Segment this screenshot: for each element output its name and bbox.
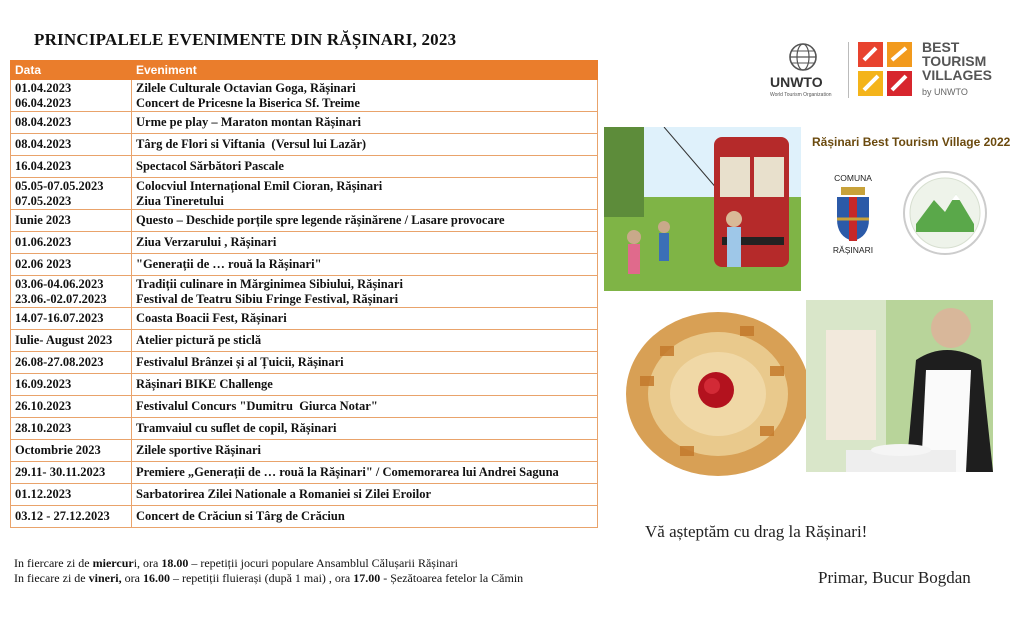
event-date: 29.11- 30.11.2023 — [11, 462, 132, 484]
table-row — [11, 178, 598, 210]
event-date: Iunie 2023 — [11, 210, 132, 232]
table-row — [11, 80, 598, 112]
table-row — [11, 418, 598, 440]
event-date: 03.06-04.06.2023 23.06.-02.07.2023 — [11, 276, 132, 308]
table-row — [11, 330, 598, 352]
event-date: Iulie- August 2023 — [11, 330, 132, 352]
mayor-signature: Primar, Bucur Bogdan — [818, 568, 971, 587]
event-date: 14.07-16.07.2023 — [11, 308, 132, 330]
event-date: 28.10.2023 — [11, 418, 132, 440]
table-row — [11, 396, 598, 418]
event-name: Tramvaiul cu suflet de copil, Rășinari — [132, 418, 598, 440]
table-row — [11, 112, 598, 134]
event-name: Festivalul Brânzei și al Țuicii, Rășinari — [132, 352, 598, 374]
table-row — [11, 134, 598, 156]
comuna-crest: COMUNA RĂȘINARI — [832, 173, 874, 255]
event-date: 01.06.2023 — [11, 232, 132, 254]
events-table — [10, 60, 598, 528]
event-name: Ziua Verzarului , Rășinari — [132, 232, 598, 254]
event-name: Questo – Deschide porțile spre legende rășinărene / Lasare provocare — [132, 210, 598, 232]
table-row — [11, 276, 598, 308]
table-row — [11, 156, 598, 178]
unwto-subtitle: World Tourism Organization — [770, 92, 832, 98]
table-row — [11, 232, 598, 254]
event-name: Concert de Crăciun si Târg de Crăciun — [132, 506, 598, 528]
note-line-1: In fiercare zi de miercuri, ora 18.00 – repetiții jocuri populare Ansamblul Călușarii Rășinari — [14, 556, 458, 570]
table-row — [11, 308, 598, 330]
event-name: Zilele sportive Rășinari — [132, 440, 598, 462]
event-date: 16.09.2023 — [11, 374, 132, 396]
best-tourism-villages-logo — [856, 40, 914, 98]
globe-icon — [788, 42, 818, 72]
event-date: 03.12 - 27.12.2023 — [11, 506, 132, 528]
btv-by-unwto: by UNWTO — [922, 87, 968, 97]
event-date: 01.04.2023 06.04.2023 — [11, 80, 132, 112]
event-name: Premiere „Generații de … rouă la Rășinari" / Comemorarea lui Andrei Saguna — [132, 462, 598, 484]
event-name: "Generații de … rouă la Rășinari" — [132, 254, 598, 276]
event-name: Festivalul Concurs "Dumitru Giurca Notar" — [132, 396, 598, 418]
event-name: Colocviul Internațional Emil Cioran, Rășinari Ziua Tineretului — [132, 178, 598, 210]
event-date: 05.05-07.05.2023 07.05.2023 — [11, 178, 132, 210]
table-row — [11, 374, 598, 396]
table-header-row — [11, 61, 598, 80]
btv-logo-text: BEST TOURISM VILLAGES — [922, 39, 993, 83]
header-event: Eveniment — [132, 61, 598, 80]
event-name: Târg de Flori si Viftania (Versul lui Lazăr) — [132, 134, 598, 156]
event-date: 02.06 2023 — [11, 254, 132, 276]
event-name: Tradiții culinare in Mărginimea Sibiului, Rășinari Festival de Teatru Sibiu Fringe Festival, Rășinari — [132, 276, 598, 308]
table-row — [11, 440, 598, 462]
logos — [770, 40, 1020, 102]
table-row — [11, 352, 598, 374]
woman-cooking-photo — [806, 300, 993, 472]
table-row — [11, 210, 598, 232]
table-row — [11, 462, 598, 484]
event-name: Rășinari BIKE Challenge — [132, 374, 598, 396]
event-date: 01.12.2023 — [11, 484, 132, 506]
cheese-platter-photo — [620, 306, 820, 479]
crest-icon — [835, 185, 871, 243]
welcome-message: Vă așteptăm cu drag la Rășinari! — [645, 522, 868, 541]
header-date: Data — [11, 61, 132, 80]
page-title: PRINCIPALELE EVENIMENTE DIN RĂȘINARI, 2023 — [34, 30, 457, 49]
table-row — [11, 484, 598, 506]
note-line-2: In fiecare zi de vineri, ora 16.00 – repetiții fluierași (după 1 mai) , ora 17.00 - Șezătoarea fetelor la Cămin — [14, 571, 524, 585]
event-name: Zilele Culturale Octavian Goga, Rășinari Concert de Pricesne la Biserica Sf. Treime — [132, 80, 598, 112]
event-date: Octombrie 2023 — [11, 440, 132, 462]
tram-photo — [604, 127, 801, 291]
event-name: Sarbatorirea Zilei Nationale a Romaniei si Zilei Eroilor — [132, 484, 598, 506]
table-row — [11, 506, 598, 528]
logo-divider — [848, 42, 849, 98]
unwto-logo-text: UNWTO — [770, 74, 823, 90]
table-row — [11, 254, 598, 276]
village-title: Rășinari Best Tourism Village 2022 — [812, 135, 1011, 149]
event-name: Spectacol Sărbători Pascale — [132, 156, 598, 178]
event-name: Urme pe play – Maraton montan Rășinari — [132, 112, 598, 134]
notes — [14, 556, 523, 586]
event-name: Atelier pictură pe sticlă — [132, 330, 598, 352]
event-date: 16.04.2023 — [11, 156, 132, 178]
event-name: Coasta Boacii Fest, Rășinari — [132, 308, 598, 330]
event-date: 08.04.2023 — [11, 134, 132, 156]
event-date: 26.10.2023 — [11, 396, 132, 418]
event-date: 26.08-27.08.2023 — [11, 352, 132, 374]
rasinari-travel-badge — [902, 170, 988, 256]
event-date: 08.04.2023 — [11, 112, 132, 134]
